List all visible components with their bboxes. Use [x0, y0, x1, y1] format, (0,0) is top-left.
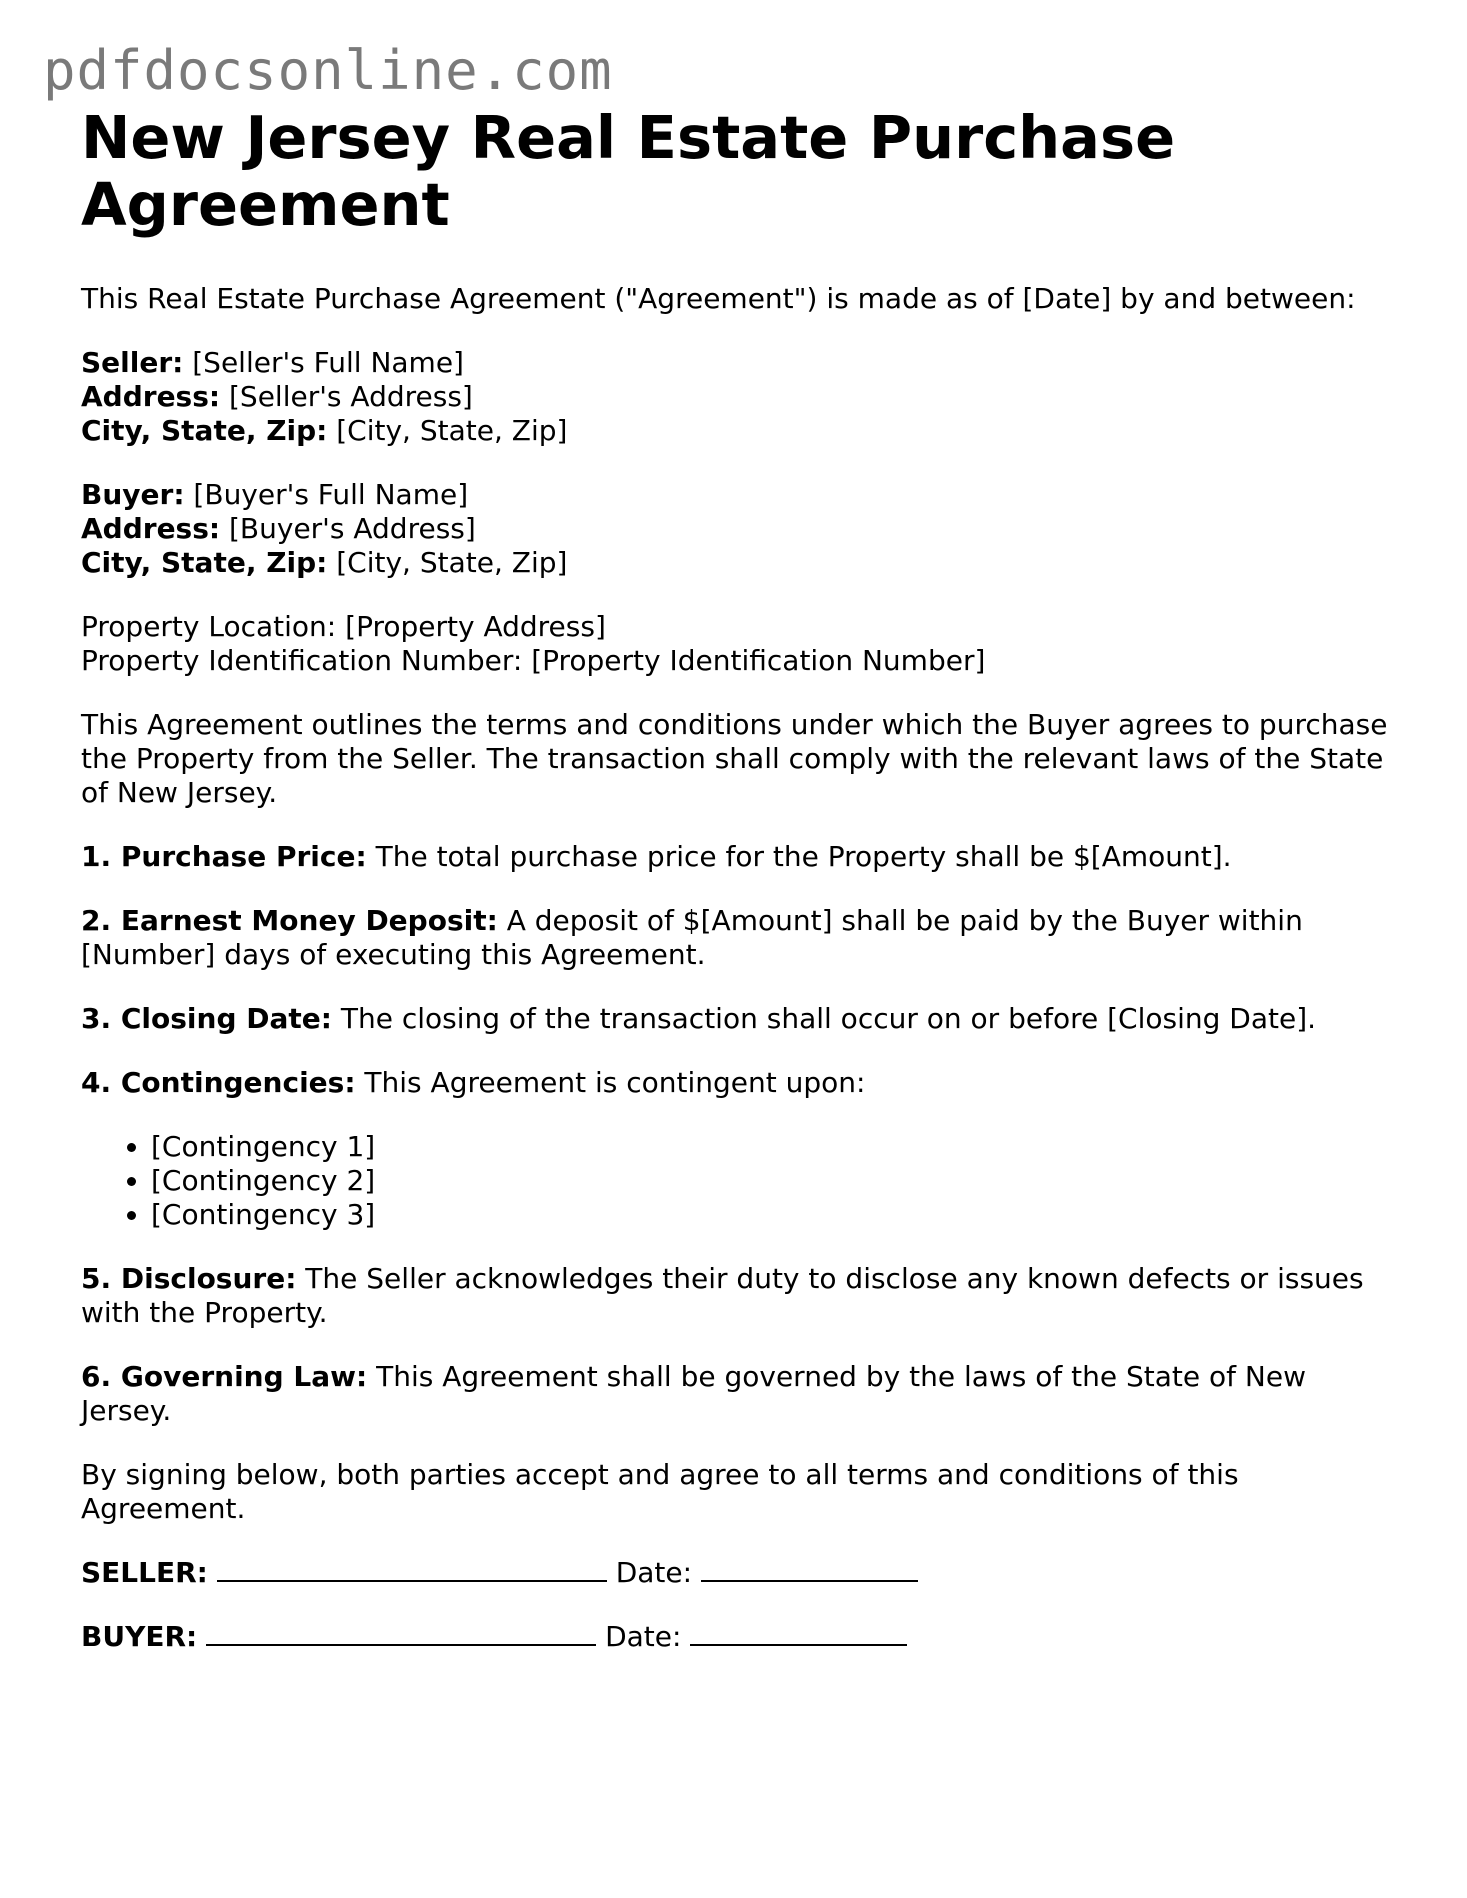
list-item: • [Contingency 1] [151, 1130, 1401, 1164]
intro-paragraph: This Real Estate Purchase Agreement ("Agreement") is made as of [Date] by and between: [81, 282, 1356, 315]
buyer-date-field[interactable] [690, 1622, 907, 1646]
buyer-signature-row [81, 1620, 1401, 1654]
seller-signature-label: SELLER: [81, 1556, 208, 1589]
seller-city-label: City, State, Zip: [81, 414, 328, 447]
section-text: This Agreement shall be governed by the laws of the State of New Jersey. [81, 1360, 1306, 1427]
section-heading: 5. Disclosure: [81, 1262, 297, 1295]
section-heading: 4. Contingencies: [81, 1066, 356, 1099]
list-item: • [Contingency 3] [151, 1198, 1401, 1232]
property-block [81, 610, 1401, 678]
buyer-signature-field[interactable] [206, 1622, 596, 1646]
list-item: • [Contingency 2] [151, 1164, 1401, 1198]
property-id: Property Identification Number: [Property Identification Number] [81, 644, 986, 677]
seller-name-label: Seller: [81, 346, 184, 379]
document-title: New Jersey Real Estate Purchase Agreement [81, 103, 1176, 239]
seller-city-value: [City, State, Zip] [327, 414, 568, 447]
buyer-block [81, 478, 1401, 580]
buyer-city-label: City, State, Zip: [81, 546, 328, 579]
section-purchase-price [81, 840, 1401, 874]
seller-address-value: [Seller's Address] [220, 380, 473, 413]
section-heading: 2. Earnest Money Deposit: [81, 904, 498, 937]
section-heading: 3. Closing Date: [81, 1002, 332, 1035]
buyer-address-label: Address: [81, 512, 221, 545]
seller-name-value: [Seller's Full Name] [183, 346, 464, 379]
section-text: The Seller acknowledges their duty to disclose any known defects or issues with the Property. [81, 1262, 1364, 1329]
closing-statement: By signing below, both parties accept and agree to all terms and conditions of this Agreement. [81, 1458, 1239, 1525]
document-page [81, 104, 1401, 1654]
buyer-name-value: [Buyer's Full Name] [184, 478, 469, 511]
contingency-list [81, 1130, 1401, 1232]
overview-paragraph: This Agreement outlines the terms and conditions under which the Buyer agrees to purchase the Property from the Seller. The transaction shall comply with the relevant laws of the State of New Jersey. [81, 708, 1388, 809]
section-earnest-money [81, 904, 1401, 972]
seller-block [81, 346, 1401, 448]
seller-signature-field[interactable] [217, 1558, 607, 1582]
section-text: This Agreement is contingent upon: [355, 1066, 866, 1099]
section-disclosure [81, 1262, 1401, 1330]
seller-address-label: Address: [81, 380, 221, 413]
buyer-signature-label: BUYER: [81, 1620, 198, 1653]
seller-date-field[interactable] [701, 1558, 918, 1582]
section-contingencies [81, 1066, 1401, 1100]
section-heading: 1. Purchase Price: [81, 840, 367, 873]
seller-signature-row [81, 1556, 1401, 1590]
section-closing-date [81, 1002, 1401, 1036]
section-text: The closing of the transaction shall occur on or before [Closing Date]. [331, 1002, 1317, 1035]
section-text: A deposit of $[Amount] shall be paid by the Buyer within [Number] days of executing this Agreement. [81, 904, 1303, 971]
seller-date-label: Date: [615, 1556, 693, 1589]
section-text: The total purchase price for the Property shall be $[Amount]. [366, 840, 1232, 873]
section-governing-law [81, 1360, 1401, 1428]
property-location: Property Location: [Property Address] [81, 610, 606, 643]
watermark: pdfdocsonline.com [43, 39, 613, 102]
buyer-name-label: Buyer: [81, 478, 185, 511]
buyer-address-value: [Buyer's Address] [220, 512, 476, 545]
buyer-date-label: Date: [605, 1620, 682, 1653]
buyer-city-value: [City, State, Zip] [327, 546, 568, 579]
section-heading: 6. Governing Law: [81, 1360, 368, 1393]
